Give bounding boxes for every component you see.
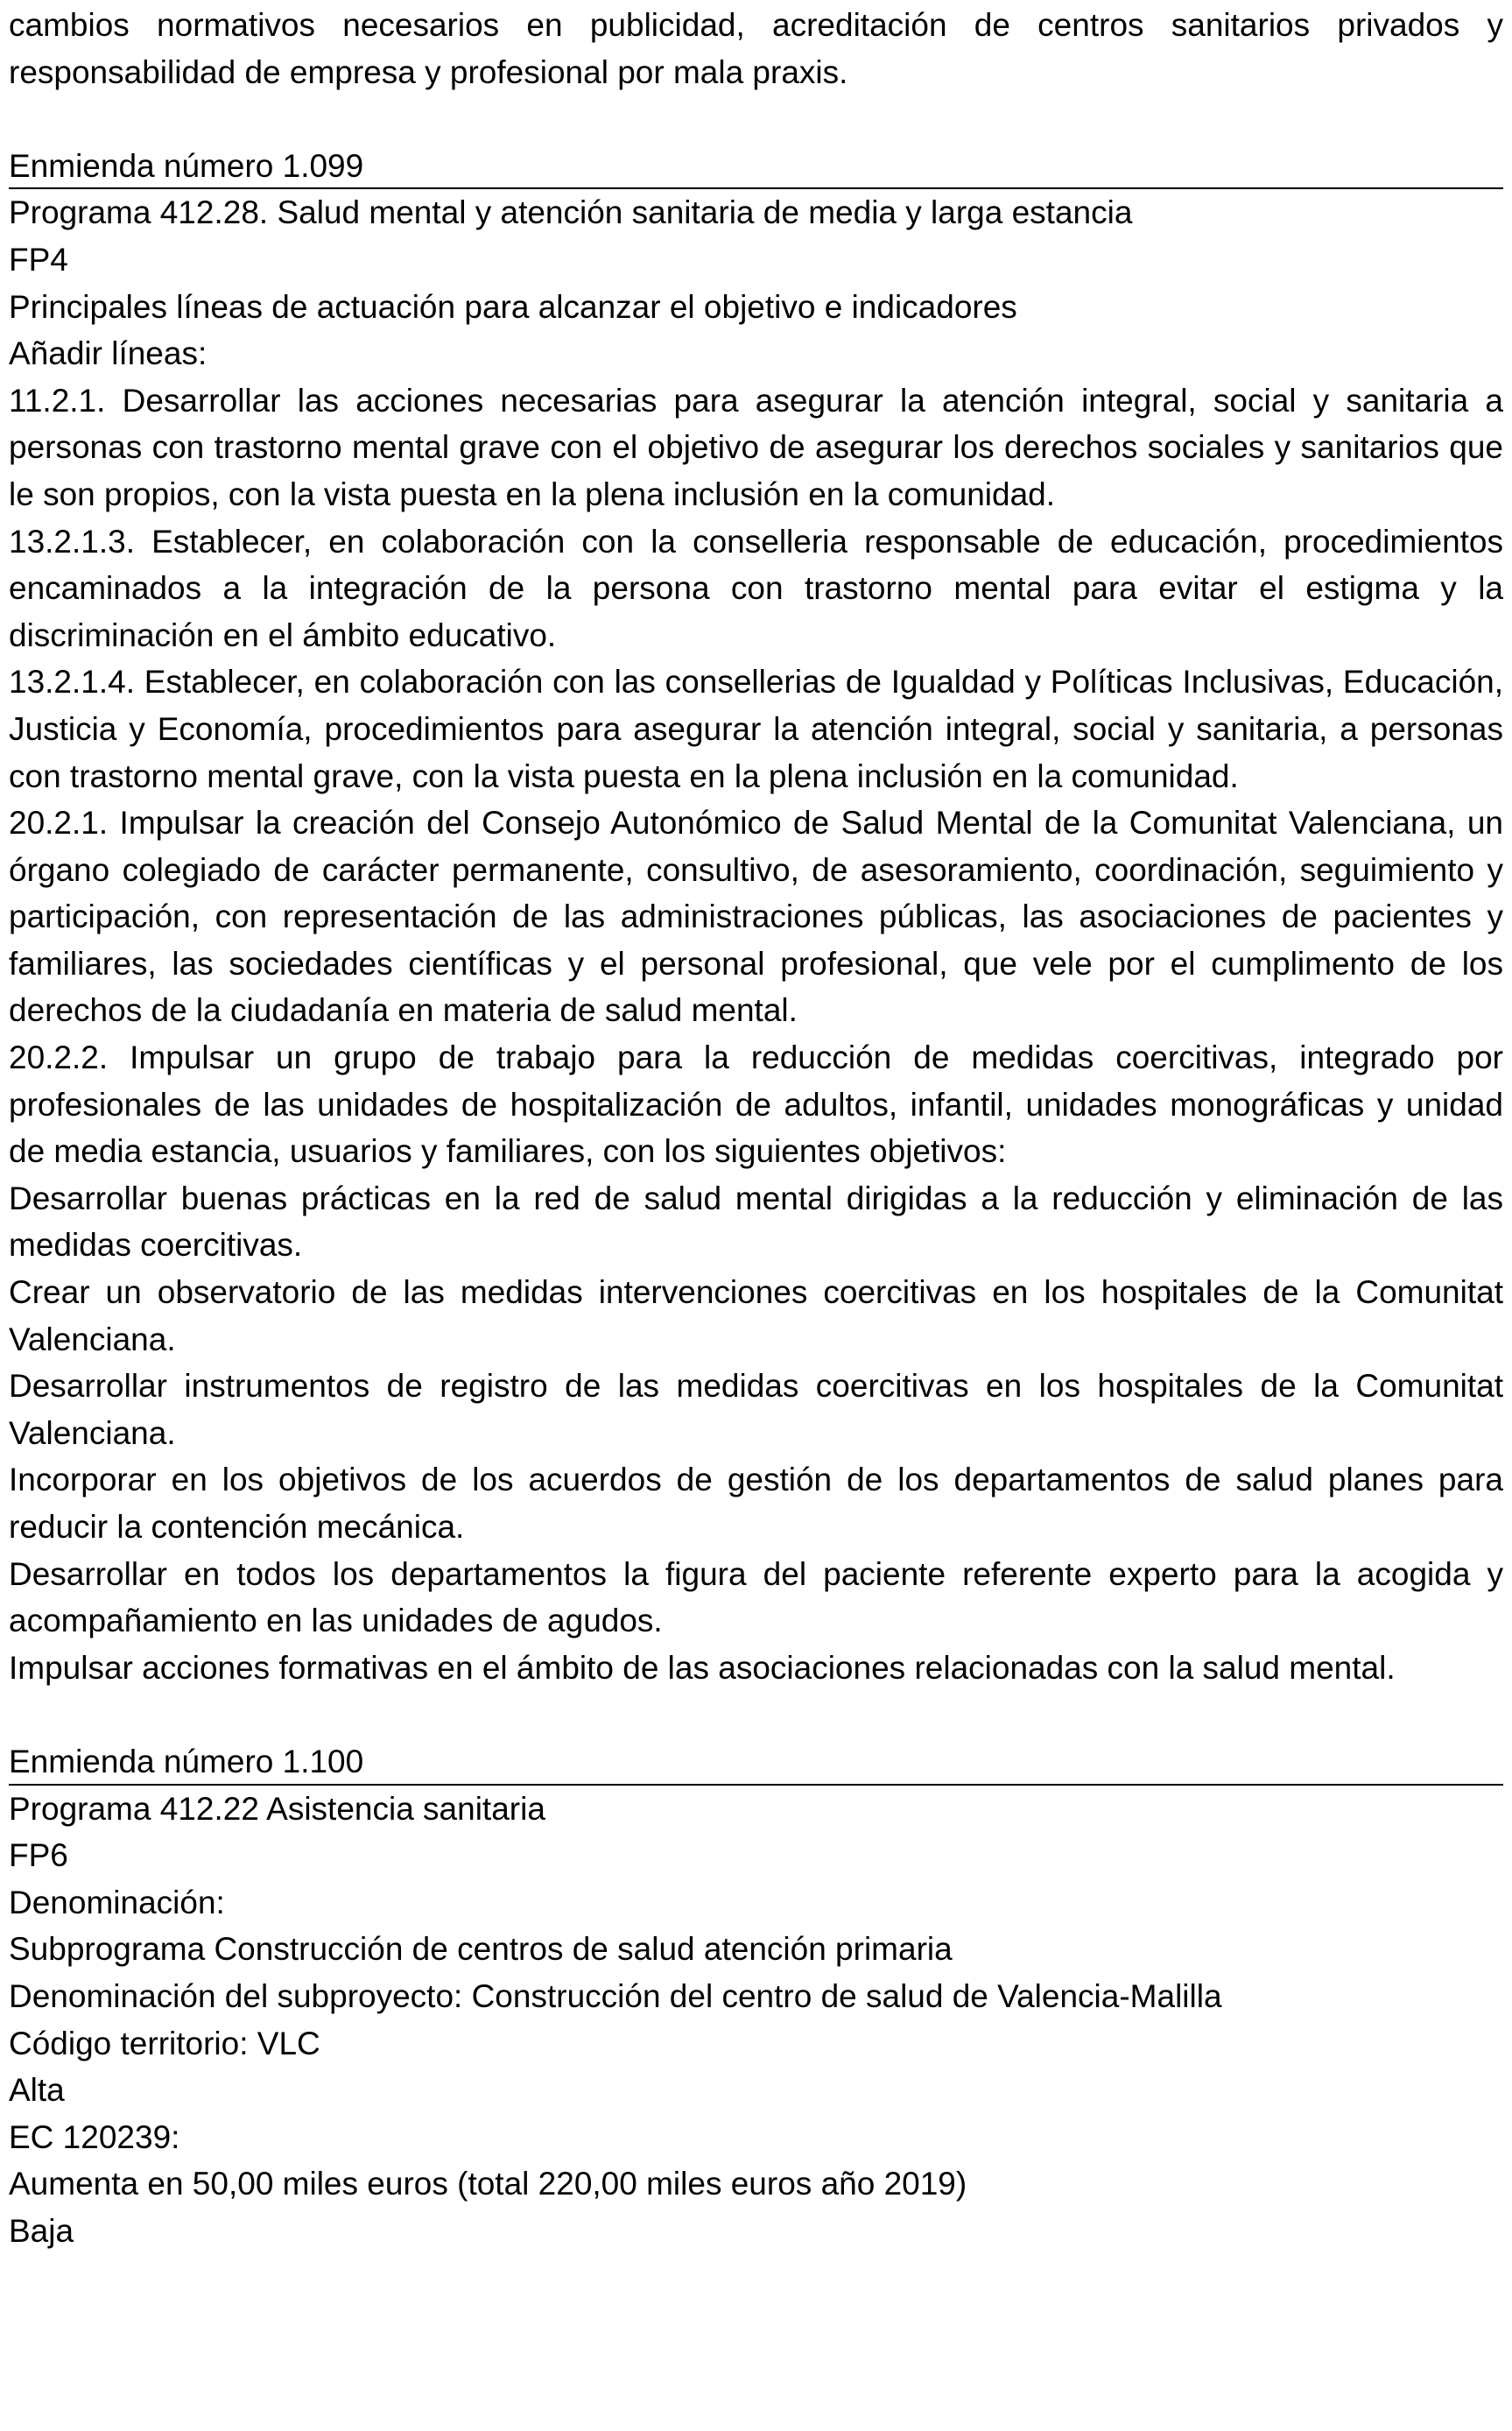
fp-line: FP4 xyxy=(9,241,68,278)
objective-item: Desarrollar en todos los departamentos la figura del paciente referente experto para la acogida y acompañamiento en las unidades de agudos. xyxy=(9,1555,1503,1639)
objective-item: Impulsar acciones formativas en el ámbito de las asociaciones relacionadas con la salud mental. xyxy=(9,1649,1396,1686)
add-lines-label: Añadir líneas: xyxy=(9,335,207,372)
program-line: Programa 412.28. Salud mental y atención sanitaria de media y larga estancia xyxy=(9,194,1133,231)
amendment-paragraph: 11.2.1. Desarrollar las acciones necesarias para asegurar la atención integral, social y sanitaria a personas con trastorno mental grave con el objetivo de asegurar los derechos sociales y sanitarios que le son propios, con la vista puesta en la plena inclusión en la comunidad. xyxy=(9,382,1503,512)
subproject-line: Denominación del subproyecto: Construcción del centro de salud de Valencia-Malilla xyxy=(9,1977,1222,2014)
ec-code-line: EC 120239: xyxy=(9,2118,180,2155)
amendment-1099 xyxy=(9,143,1503,1692)
intro-paragraph: cambios normativos necesarios en publicidad, acreditación de centros sanitarios privados y responsabilidad de empresa y profesional por mala praxis. xyxy=(9,7,1503,90)
amendment-heading: Enmienda número 1.099 xyxy=(9,143,1503,190)
document-page xyxy=(9,2,1503,2255)
amendment-heading: Enmienda número 1.100 xyxy=(9,1738,1503,1786)
baja-label: Baja xyxy=(9,2212,74,2249)
territory-code-line: Código territorio: VLC xyxy=(9,2025,320,2061)
objective-item: Desarrollar instrumentos de registro de las medidas coercitivas en los hospitales de la Comunitat Valenciana. xyxy=(9,1368,1503,1451)
amendment-1100 xyxy=(9,1738,1503,2255)
amendment-paragraph: 13.2.1.4. Establecer, en colaboración con las consellerias de Igualdad y Políticas Inclusivas, Educación, Justicia y Economía, procedimientos para asegurar la atención integral, social y sanitaria, a personas con trastorno mental grave, con la vista puesta en la plena inclusión en la comunidad. xyxy=(9,664,1503,794)
blank-line xyxy=(9,1691,1503,1738)
section-line: Principales líneas de actuación para alcanzar el objetivo e indicadores xyxy=(9,288,1017,325)
objective-item: Desarrollar buenas prácticas en la red de salud mental dirigidas a la reducción y eliminación de las medidas coercitivas. xyxy=(9,1180,1503,1264)
objective-item: Incorporar en los objetivos de los acuerdos de gestión de los departamentos de salud planes para reducir la contención mecánica. xyxy=(9,1462,1503,1545)
alta-label: Alta xyxy=(9,2072,65,2109)
amendment-paragraph: 20.2.2. Impulsar un grupo de trabajo para la reducción de medidas coercitivas, integrado por profesionales de las unidades de hospitalización de adultos, infantil, unidades monográficas y unidad de media estancia, usuarios y familiares, con los siguientes objetivos: xyxy=(9,1039,1503,1170)
blank-line xyxy=(9,95,1503,143)
objective-item: Crear un observatorio de las medidas intervenciones coercitivas en los hospitales de la Comunitat Valenciana. xyxy=(9,1274,1503,1357)
subprogram-line: Subprograma Construcción de centros de salud atención primaria xyxy=(9,1931,953,1968)
program-line: Programa 412.22 Asistencia sanitaria xyxy=(9,1790,545,1827)
denomination-label: Denominación: xyxy=(9,1884,225,1920)
amendment-paragraph: 13.2.1.3. Establecer, en colaboración con la conselleria responsable de educación, procedimientos encaminados a la integración de la persona con trastorno mental para evitar el estigma y la discriminación en el ámbito educativo. xyxy=(9,523,1503,653)
amendment-paragraph: 20.2.1. Impulsar la creación del Consejo Autonómico de Salud Mental de la Comunitat Valenciana, un órgano colegiado de carácter permanente, consultivo, de asesoramiento, coordinación, seguimiento y participación, con representación de las administraciones públicas, las asociaciones de pacientes y familiares, las sociedades científicas y el personal profesional, que vele por el cumplimento de los derechos de la ciudadanía en materia de salud mental. xyxy=(9,805,1503,1029)
fp-line: FP6 xyxy=(9,1837,68,1874)
increase-line: Aumenta en 50,00 miles euros (total 220,00 miles euros año 2019) xyxy=(9,2166,967,2202)
